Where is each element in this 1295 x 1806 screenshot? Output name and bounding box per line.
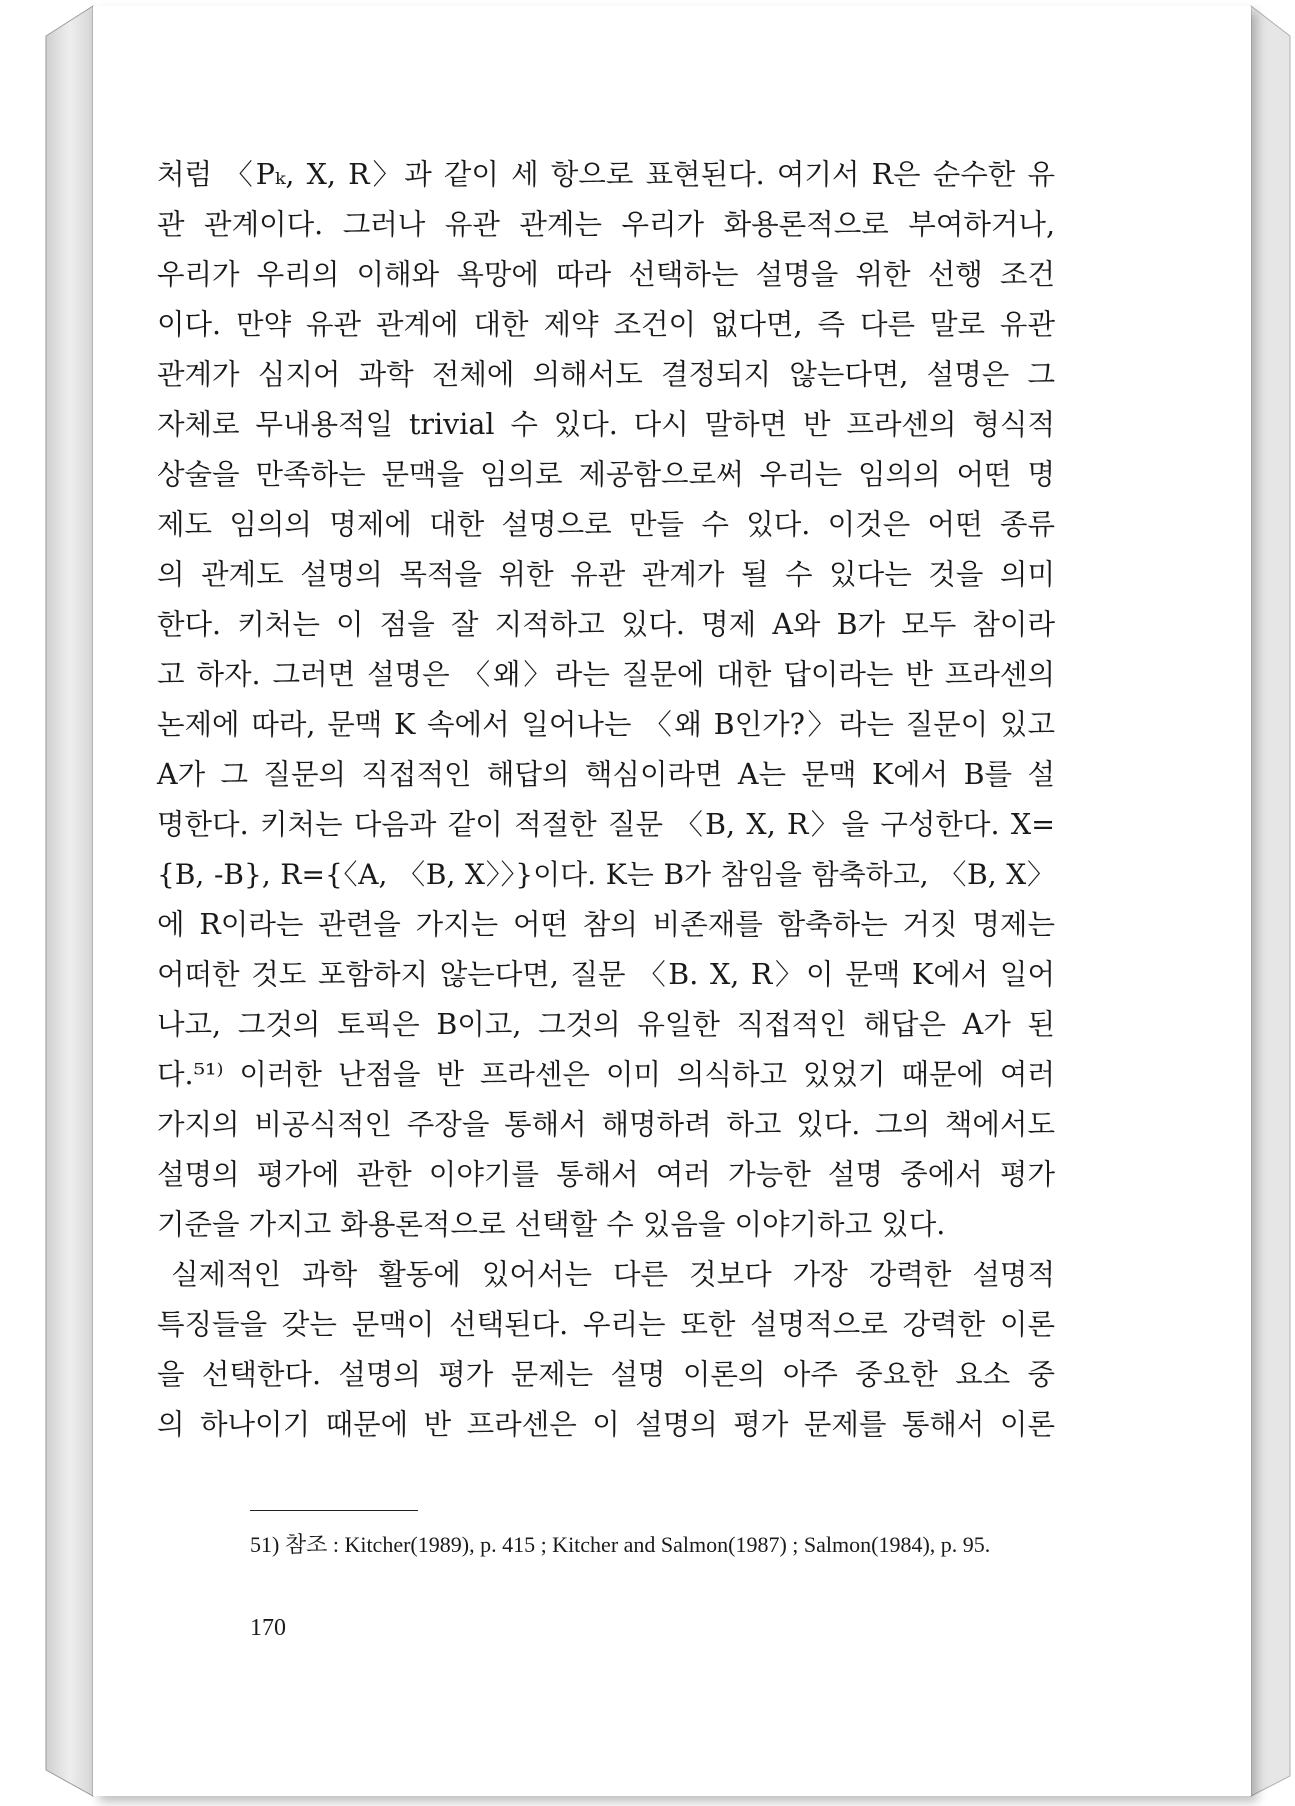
text-line: 설명의 평가에 관한 이야기를 통해서 여러 가능한 설명 중에서 평가 (157, 1158, 1055, 1191)
text-line: 실제적인 과학 활동에 있어서는 다른 것보다 가장 강력한 설명적 (171, 1258, 1055, 1291)
text-line: 의 하나이기 때문에 반 프라센은 이 설명의 평가 문제를 통해서 이론 (157, 1408, 1055, 1441)
text-line: 고 하자. 그러면 설명은 〈왜〉라는 질문에 대한 답이라는 반 프라센의 (157, 658, 1055, 691)
text-line: 나고, 그것의 토픽은 B이고, 그것의 유일한 직접적인 해답은 A가 된 (157, 1008, 1055, 1041)
text-line: 다.⁵¹⁾ 이러한 난점을 반 프라센은 이미 의식하고 있었기 때문에 여러 (157, 1058, 1055, 1091)
text-line: 이다. 만약 유관 관계에 대한 제약 조건이 없다면, 즉 다른 말로 유관 (157, 308, 1055, 341)
text-line: 관계가 심지어 과학 전체에 의해서도 결정되지 않는다면, 설명은 그 (157, 358, 1055, 391)
text-line: 의 관계도 설명의 목적을 위한 유관 관계가 될 수 있다는 것을 의미 (157, 558, 1055, 591)
text-line: 에 R이라는 관련을 가지는 어떤 참의 비존재를 함축하는 거짓 명제는 (157, 908, 1055, 941)
page-number: 170 (250, 1615, 286, 1641)
text-line: 기준을 가지고 화용론적으로 선택할 수 있음을 이야기하고 있다. (157, 1208, 946, 1241)
footnote-divider (250, 1510, 418, 1511)
body-text (157, 150, 1055, 1450)
text-line: A가 그 질문의 직접적인 해답의 핵심이라면 A는 문맥 K에서 B를 설 (157, 758, 1055, 791)
text-line: 특징들을 갖는 문맥이 선택된다. 우리는 또한 설명적으로 강력한 이론 (157, 1308, 1055, 1341)
text-line: 제도 임의의 명제에 대한 설명으로 만들 수 있다. 이것은 어떤 종류 (157, 508, 1055, 541)
text-line: 명한다. 키처는 다음과 같이 적절한 질문 〈B, X, R〉을 구성한다. X= (157, 808, 1055, 841)
text-line: 한다. 키처는 이 점을 잘 지적하고 있다. 명제 A와 B가 모두 참이라 (157, 608, 1055, 641)
text-line: 어떠한 것도 포함하지 않는다면, 질문 〈B. X, R〉이 문맥 K에서 일어 (157, 958, 1055, 991)
text-line: 을 선택한다. 설명의 평가 문제는 설명 이론의 아주 중요한 요소 중 (157, 1358, 1055, 1391)
text-line: 가지의 비공식적인 주장을 통해서 해명하려 하고 있다. 그의 책에서도 (157, 1108, 1055, 1141)
text-line: {B, -B}, R={〈A, 〈B, X〉〉}이다. K는 B가 참임을 함축하고, 〈B, X〉 (157, 858, 1055, 891)
text-line: 논제에 따라, 문맥 K 속에서 일어나는 〈왜 B인가?〉라는 질문이 있고 (157, 708, 1055, 741)
text-line: 관 관계이다. 그러나 유관 관계는 우리가 화용론적으로 부여하거나, (157, 208, 1055, 241)
text-line: 자체로 무내용적일 trivial 수 있다. 다시 말하면 반 프라센의 형식적 (157, 408, 1055, 441)
text-line: 우리가 우리의 이해와 욕망에 따라 선택하는 설명을 위한 선행 조건 (157, 258, 1055, 291)
text-line: 처럼 〈Pₖ, X, R〉과 같이 세 항으로 표현된다. 여기서 R은 순수한 유 (157, 158, 1055, 191)
footnote: 51) 참조 : Kitcher(1989), p. 415 ; Kitcher and Salmon(1987) ; Salmon(1984), p. 95. (250, 1532, 991, 1557)
text-line: 상술을 만족하는 문맥을 임의로 제공함으로써 우리는 임의의 어떤 명 (157, 458, 1055, 491)
